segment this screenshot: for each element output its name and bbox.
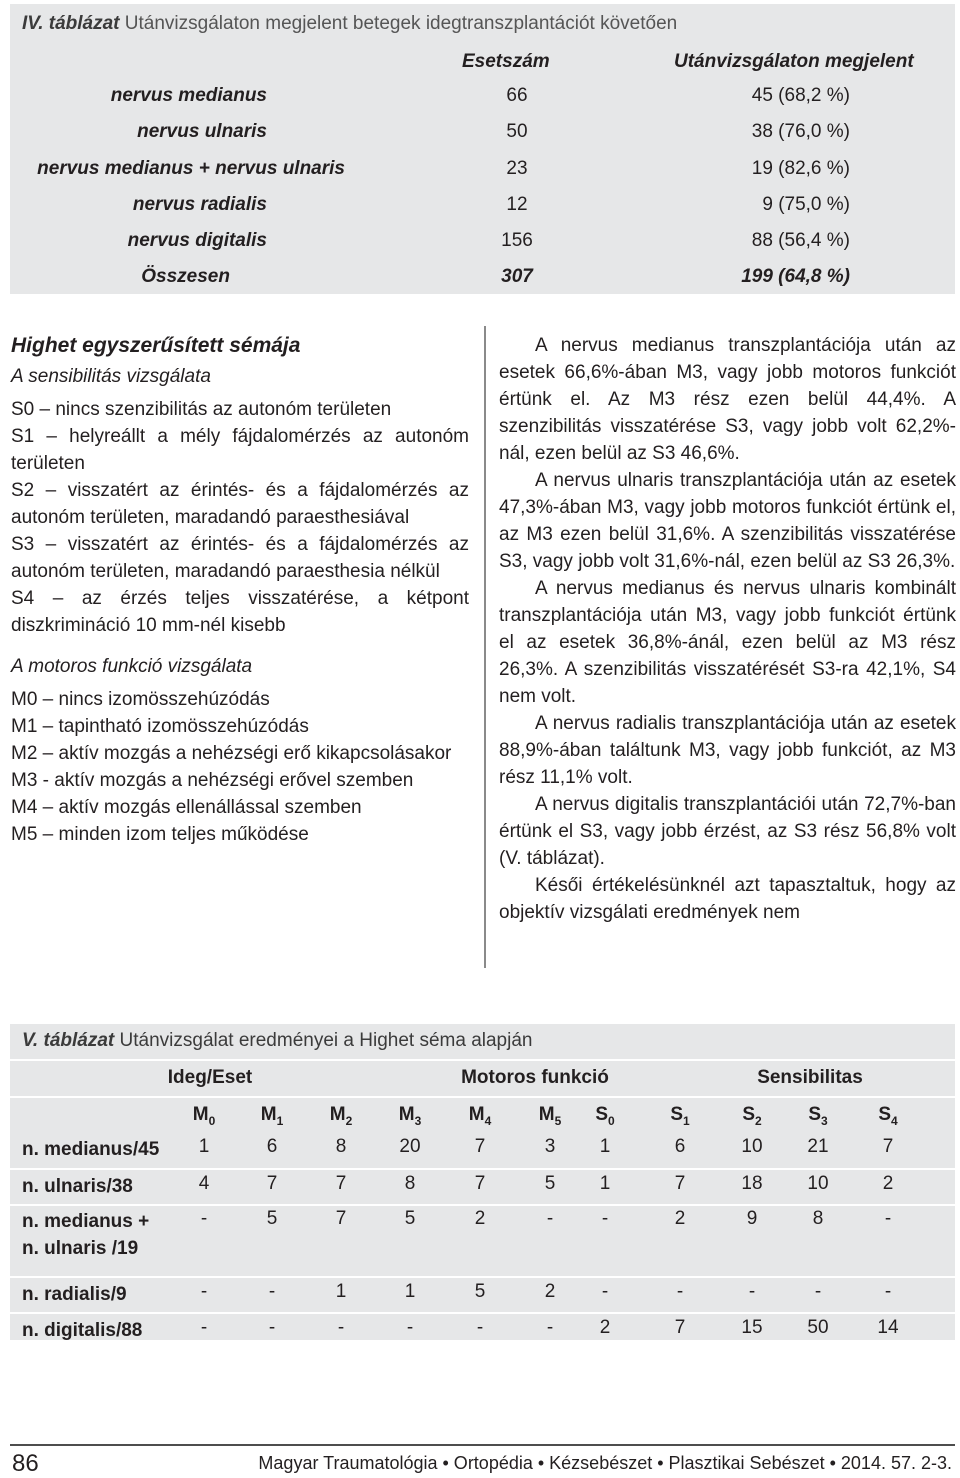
table-iv-row-shown: 38 (76,0 %) bbox=[751, 121, 850, 142]
table-v-cell: 1 bbox=[335, 1281, 347, 1302]
table-iv-row-label: nervus medianus bbox=[110, 85, 267, 106]
table-v-cell: - bbox=[546, 1208, 554, 1229]
motor-item-m1: M1 – tapintható izomösszehúzódás bbox=[11, 716, 309, 737]
table-v-cell: - bbox=[200, 1317, 208, 1338]
table-v-subheader: $S_2$ bbox=[742, 1104, 762, 1128]
table-v-subheader: $S_0$ bbox=[595, 1104, 615, 1128]
table-v-subheader: $S_4$ bbox=[878, 1104, 898, 1128]
table-v-cell: 7 bbox=[474, 1136, 486, 1157]
table-v-cell: - bbox=[337, 1317, 345, 1338]
table-v-cell: 5 bbox=[544, 1173, 556, 1194]
sens-item-s0: S0 – nincs szenzibilitás az autonóm területen bbox=[11, 399, 392, 420]
table-v-header-motor: Motoros funkció bbox=[461, 1067, 609, 1088]
table-iv-row-count: 156 bbox=[501, 230, 533, 251]
paragraph: A nervus ulnaris transzplantációja után az esetek 47,3%-ában M3, vagy jobb motoros funkciót értünk el, az M3 ezen belül 31,6%. A szenzibilitás visszatérése S3, vagy jobb volt 31,6%-nál, ezen belül az S3 26,3%. bbox=[499, 470, 956, 572]
table-v-cell: 2 bbox=[599, 1317, 611, 1338]
table-iv-row-shown: 19 (82,6 %) bbox=[751, 158, 850, 179]
paragraph: A nervus medianus és nervus ulnaris kombinált transzplantációja után M3, vagy jobb funkciót értünk el az esetek 36,8%-ánál, ezen belül az M3 rész 26,3%. A szenzibilitás visszatérését S3-ra 42,1%, S4 nem volt. bbox=[499, 578, 956, 707]
motor-item-m0: M0 – nincs izomösszehúzódás bbox=[11, 689, 270, 710]
motor-item-m4: M4 – aktív mozgás ellenállással szemben bbox=[11, 797, 362, 818]
table-iv-row-count: 50 bbox=[506, 121, 528, 142]
table-v-caption-text: Utánvizsgálat eredményei a Highet séma alapján bbox=[119, 1030, 533, 1051]
table-v-cell: 8 bbox=[812, 1208, 824, 1229]
table-v-cell: - bbox=[884, 1281, 892, 1302]
paragraph: A nervus digitalis transzplantációi után 72,7%-ban értünk el S3, vagy jobb érzést, az S3 rész 56,8% volt (V. táblázat). bbox=[499, 794, 956, 869]
table-iv-caption-text: Utánvizsgálaton megjelent betegek idegtranszplantációt követően bbox=[124, 13, 678, 34]
table-v-subheader: $S_3$ bbox=[808, 1104, 828, 1128]
table-v-cell: 7 bbox=[266, 1173, 278, 1194]
table-v-cell: 5 bbox=[266, 1208, 278, 1229]
column-divider bbox=[484, 326, 486, 968]
table-v-cell: - bbox=[601, 1208, 609, 1229]
table-v-subheader: $S_1$ bbox=[670, 1104, 690, 1128]
table-v-subheader: $M_1$ bbox=[260, 1104, 284, 1128]
table-iv-row-label: nervus radialis bbox=[132, 194, 267, 215]
highet-title: Highet egyszerűsített sémája bbox=[11, 334, 301, 357]
table-v-cell: 5 bbox=[474, 1281, 486, 1302]
table-iv-row-count: 12 bbox=[506, 194, 528, 215]
journal-line: Magyar Traumatológia • Ortopédia • Kézsebészet • Plasztikai Sebészet • 2014. 57. 2-3. bbox=[258, 1453, 952, 1473]
page-number: 86 bbox=[12, 1450, 39, 1477]
sens-item-s4: S4 – az érzés teljes visszatérése, a kétpont diszkrimináció 10 mm-nél kisebb bbox=[11, 588, 469, 636]
table-v-cell: - bbox=[476, 1317, 484, 1338]
footer-rule bbox=[10, 1444, 955, 1446]
highet-scheme bbox=[11, 332, 469, 848]
sensibility-title: A sensibilitás vizsgálata bbox=[11, 366, 211, 387]
table-v-cell: - bbox=[200, 1208, 208, 1229]
table-v-cell: 7 bbox=[674, 1317, 686, 1338]
table-v-cell: - bbox=[546, 1317, 554, 1338]
table-v-cell: 15 bbox=[741, 1317, 763, 1338]
table-v-subheader: $M_3$ bbox=[398, 1104, 422, 1128]
table-v-cell: 18 bbox=[741, 1173, 763, 1194]
table-v-cell: - bbox=[676, 1281, 684, 1302]
table-v-cell: - bbox=[200, 1281, 208, 1302]
table-v-cell: 21 bbox=[807, 1136, 829, 1157]
paragraph: Késői értékelésünknél azt tapasztaltuk, hogy az objektív vizsgálati eredmények nem bbox=[499, 875, 956, 923]
table-v-cell: 1 bbox=[198, 1136, 210, 1157]
table-iv-row-label: nervus ulnaris bbox=[137, 121, 267, 142]
table-v-cell: 6 bbox=[674, 1136, 686, 1157]
table-iv-row-shown: 9 (75,0 %) bbox=[762, 194, 850, 215]
motor-item-m3: M3 - aktív mozgás a nehézségi erővel szemben bbox=[11, 770, 414, 791]
table-v-row-label: n. radialis/9 bbox=[22, 1284, 127, 1305]
table-v-cell: 9 bbox=[746, 1208, 758, 1229]
table-v-cell: - bbox=[814, 1281, 822, 1302]
table-v-cell: 2 bbox=[544, 1281, 556, 1302]
table-v-cell: 1 bbox=[599, 1173, 611, 1194]
table-v-subheader: $M_5$ bbox=[538, 1104, 562, 1128]
table-iv-total-shown: 199 (64,8 %) bbox=[741, 266, 850, 287]
motor-title: A motoros funkció vizsgálata bbox=[11, 656, 253, 677]
table-v-cell: 1 bbox=[404, 1281, 416, 1302]
table-v-header-sens: Sensibilitas bbox=[757, 1067, 863, 1088]
table-v-caption-lead: V. táblázat bbox=[22, 1030, 115, 1051]
table-v-cell: 2 bbox=[674, 1208, 686, 1229]
table-v-subheader: $M_2$ bbox=[329, 1104, 353, 1128]
table-iv-caption bbox=[22, 13, 677, 35]
table-v-cell: 2 bbox=[882, 1173, 894, 1194]
table-v-row-label: n. ulnaris/38 bbox=[22, 1176, 133, 1197]
table-iv bbox=[10, 4, 955, 294]
table-v-cell: - bbox=[748, 1281, 756, 1302]
table-v-cell: 5 bbox=[404, 1208, 416, 1229]
table-v-cell: - bbox=[884, 1208, 892, 1229]
table-v-row-label: n. medianus + n. ulnaris /19 bbox=[22, 1211, 150, 1259]
table-v-cell: 20 bbox=[399, 1136, 421, 1157]
table-v-cell: 8 bbox=[335, 1136, 347, 1157]
table-iv-row-shown: 45 (68,2 %) bbox=[751, 85, 850, 106]
table-v-cell: 1 bbox=[599, 1136, 611, 1157]
table-iv-row-count: 23 bbox=[506, 158, 528, 179]
sens-item-s1: S1 – helyreállt a mély fájdalomérzés az autonóm területen bbox=[11, 426, 469, 474]
table-iv-total-count: 307 bbox=[501, 266, 533, 287]
table-v-cell: 50 bbox=[807, 1317, 829, 1338]
table-iv-row-count: 66 bbox=[506, 85, 528, 106]
table-v-cell: 10 bbox=[741, 1136, 763, 1157]
table-v bbox=[10, 1024, 955, 1340]
table-v-row-label: n. digitalis/88 bbox=[22, 1320, 143, 1341]
paragraph: A nervus medianus transzplantációja után az esetek 66,6%-ában M3, vagy jobb motoros funkciót értünk el. Az M3 rész ezen belül 44,4%. A szenzibilitás visszatérése S3, vagy jobb volt 62,2%-nál, ezen belül az S3 46,6%. bbox=[499, 335, 956, 464]
table-v-cell: 2 bbox=[474, 1208, 486, 1229]
table-iv-total-label: Összesen bbox=[141, 266, 230, 287]
table-iv-header-count: Esetszám bbox=[462, 51, 550, 72]
table-v-cell: 14 bbox=[877, 1317, 899, 1338]
table-v-subheader: $M_0$ bbox=[192, 1104, 216, 1128]
table-v-row-label: n. medianus/45 bbox=[22, 1139, 160, 1160]
motor-item-m2: M2 – aktív mozgás a nehézségi erő kikapcsolásakor bbox=[11, 743, 452, 764]
table-v-header-nerve: Ideg/Eset bbox=[167, 1067, 253, 1088]
table-iv-row-label: nervus medianus + nervus ulnaris bbox=[37, 158, 345, 179]
table-v-cell: - bbox=[406, 1317, 414, 1338]
table-v-cell: 7 bbox=[335, 1173, 347, 1194]
paragraph: A nervus radialis transzplantációja után az esetek 88,9%-ában találtunk M3, vagy jobb funkciót, az M3 rész 11,1% volt. bbox=[499, 713, 956, 788]
table-v-cell: 3 bbox=[544, 1136, 556, 1157]
sens-item-s3: S3 – visszatért az érintés- és a fájdalomérzés az autonóm területen, maradandó paraesthesia nélkül bbox=[11, 534, 469, 582]
table-iv-row-label: nervus digitalis bbox=[127, 230, 267, 251]
table-v-caption bbox=[22, 1030, 532, 1052]
table-v-cell: 6 bbox=[266, 1136, 278, 1157]
table-v-cell: 10 bbox=[807, 1173, 829, 1194]
table-v-cell: 7 bbox=[674, 1173, 686, 1194]
table-v-cell: 4 bbox=[198, 1173, 210, 1194]
table-v-cell: 7 bbox=[474, 1173, 486, 1194]
table-v-cell: 7 bbox=[335, 1208, 347, 1229]
table-v-cell: 8 bbox=[404, 1173, 416, 1194]
table-v-cell: - bbox=[601, 1281, 609, 1302]
table-v-subheader: $M_4$ bbox=[468, 1104, 492, 1128]
results-text bbox=[499, 332, 956, 926]
table-v-cell: - bbox=[268, 1281, 276, 1302]
table-iv-row-shown: 88 (56,4 %) bbox=[751, 230, 850, 251]
sens-item-s2: S2 – visszatért az érintés- és a fájdalomérzés az autonóm területen, maradandó paraesthesiával bbox=[11, 480, 469, 528]
motor-item-m5: M5 – minden izom teljes működése bbox=[11, 824, 309, 845]
table-iv-header-shown: Utánvizsgálaton megjelent bbox=[674, 51, 914, 72]
table-v-cell: - bbox=[268, 1317, 276, 1338]
table-iv-caption-lead: IV. táblázat bbox=[22, 13, 120, 34]
table-v-cell: 7 bbox=[882, 1136, 894, 1157]
